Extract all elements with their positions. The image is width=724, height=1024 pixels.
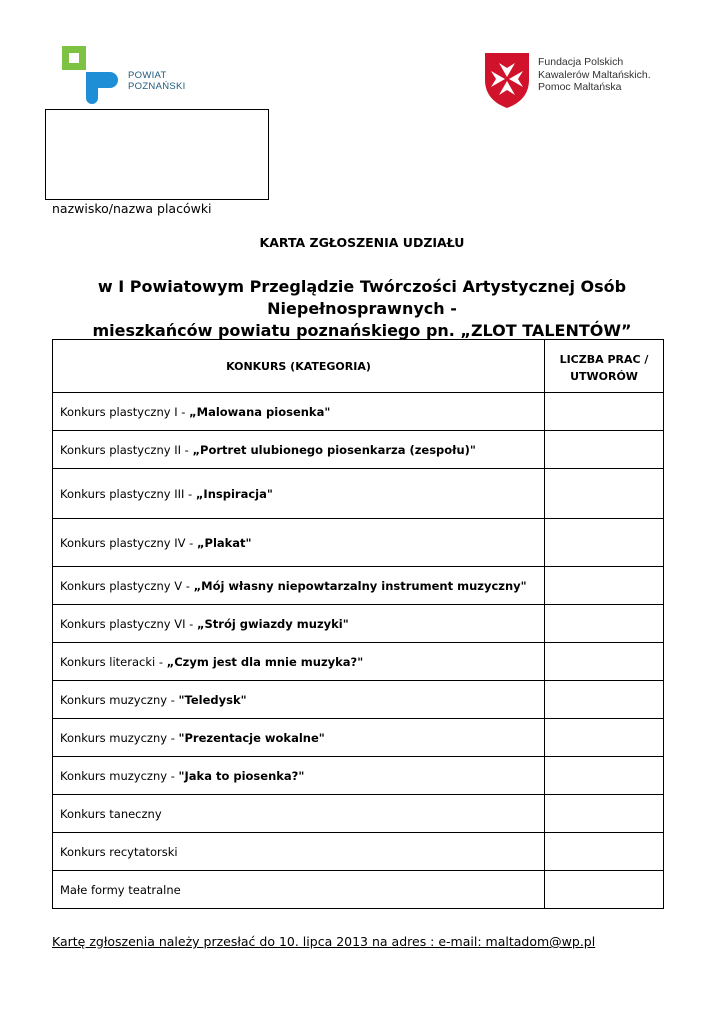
header-count-line1: LICZBA PRAC / [559,353,649,366]
category-title: „Portret ulubionego piosenkarza (zespołu)" [192,442,476,457]
fundacja-line2: Kawalerów Maltańskich. [538,68,651,81]
count-cell[interactable] [545,795,664,833]
count-cell[interactable] [545,643,664,681]
category-prefix: Konkurs literacki - [60,654,167,669]
table-row [53,393,664,431]
category-title: „Inspiracja" [195,486,273,501]
count-cell[interactable] [545,519,664,567]
category-prefix: Małe formy teatralne [60,882,181,897]
category-prefix: Konkurs plastyczny IV - [60,535,197,550]
count-cell[interactable] [545,605,664,643]
footer-note: Kartę zgłoszenia należy przesłać do 10. lipca 2013 na adres : e-mail: maltadom@wp.pl [52,934,596,949]
category-title: "Jaka to piosenka?" [178,768,305,783]
fundacja-logo-text [538,56,651,94]
table-row [53,567,664,605]
table-row [53,719,664,757]
category-prefix: Konkurs muzyczny - [60,768,179,783]
header-count-line2: UTWORÓW [570,370,638,383]
category-title: „Malowana piosenka" [189,404,331,419]
count-cell[interactable] [545,871,664,909]
name-caption: nazwisko/nazwa placówki [52,201,212,216]
category-prefix: Konkurs plastyczny I - [60,404,190,419]
category-cell [53,643,545,681]
table-row [53,871,664,909]
category-prefix: Konkurs taneczny [60,806,162,821]
form-title: KARTA ZGŁOSZENIA UDZIAŁU [259,235,465,250]
table-row [53,519,664,567]
category-cell [53,681,545,719]
category-prefix: Konkurs recytatorski [60,844,178,859]
category-cell [53,871,545,909]
powiat-logo-text [128,70,186,92]
fundacja-line1: Fundacja Polskich [538,56,624,68]
count-cell[interactable] [545,393,664,431]
category-cell [53,605,545,643]
category-cell [53,757,545,795]
name-stamp-box[interactable] [45,109,269,200]
category-cell [53,469,545,519]
table-row [53,757,664,795]
count-cell[interactable] [545,431,664,469]
count-cell[interactable] [545,719,664,757]
table-row [53,643,664,681]
category-cell [53,795,545,833]
fundacja-line3: Pomoc Maltańska [538,81,622,93]
categories-table [52,339,664,909]
count-cell[interactable] [545,681,664,719]
category-prefix: Konkurs muzyczny - [60,730,179,745]
table-row [53,469,664,519]
category-prefix: Konkurs plastyczny III - [60,486,196,501]
category-title: „Czym jest dla mnie muzyka?" [166,654,364,669]
category-cell [53,519,545,567]
table-row [53,833,664,871]
category-title: "Teledysk" [178,692,247,707]
powiat-logo-mark [60,44,130,104]
category-title: „Strój gwiazdy muzyki" [196,616,349,631]
category-prefix: Konkurs plastyczny V - [60,578,194,593]
category-prefix: Konkurs plastyczny VI - [60,616,197,631]
count-cell[interactable] [545,567,664,605]
powiat-logo-line1: POWIAT [128,70,167,81]
category-title: „Plakat" [196,535,252,550]
subtitle [30,276,694,342]
category-cell [53,833,545,871]
maltese-cross-shield-icon [482,50,532,110]
category-cell [53,719,545,757]
table-row [53,431,664,469]
count-cell[interactable] [545,833,664,871]
header-count [545,340,664,393]
category-prefix: Konkurs muzyczny - [60,692,179,707]
count-cell[interactable] [545,757,664,795]
subtitle-line2: mieszkańców powiatu poznańskiego pn. „ZLOT TALENTÓW” [92,321,632,340]
category-title: "Prezentacje wokalne" [178,730,325,745]
category-cell [53,567,545,605]
subtitle-line1: w I Powiatowym Przeglądzie Twórczości Artystycznej Osób Niepełnosprawnych - [97,277,627,318]
count-cell[interactable] [545,469,664,519]
table-row [53,681,664,719]
category-cell [53,431,545,469]
powiat-logo-line2: POZNAŃSKI [128,81,186,92]
table-header-row [53,340,664,393]
category-title: „Mój własny niepowtarzalny instrument muzyczny" [193,578,527,593]
table-row [53,795,664,833]
table-row [53,605,664,643]
header-category: KONKURS (KATEGORIA) [53,340,545,393]
category-cell [53,393,545,431]
category-prefix: Konkurs plastyczny II - [60,442,193,457]
